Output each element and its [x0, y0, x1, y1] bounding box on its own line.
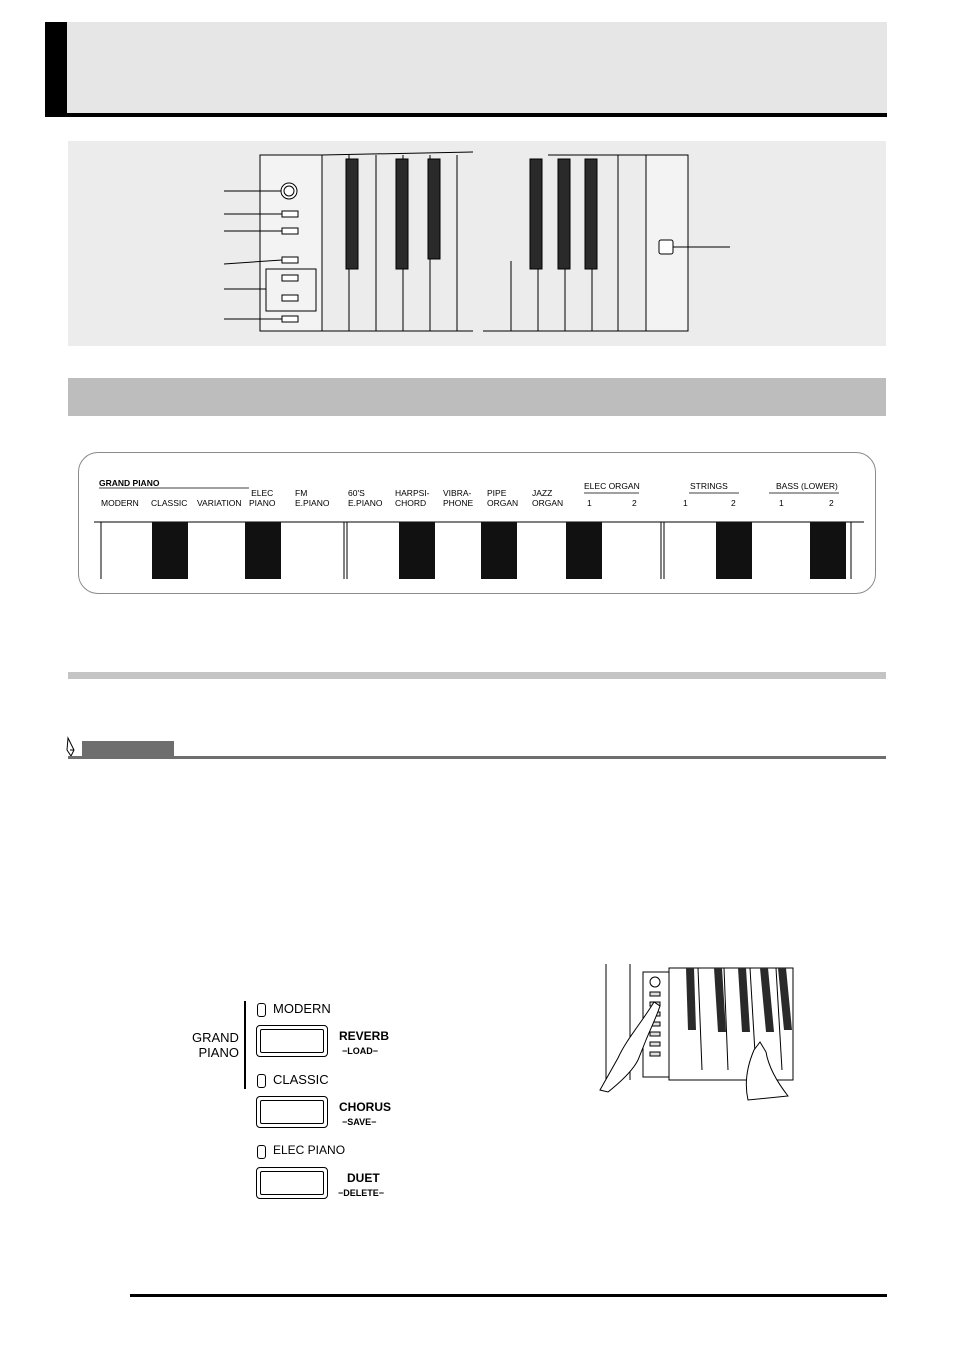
note-rule — [68, 756, 886, 759]
bass-1-label: 1 — [779, 498, 784, 508]
black-key — [152, 522, 188, 579]
tone-label-classic: CLASSIC — [151, 498, 188, 508]
elec-organ-1-label: 1 — [587, 498, 592, 508]
bass-2-label: 2 — [829, 498, 834, 508]
load-label: −LOAD− — [342, 1046, 379, 1056]
duet-button[interactable] — [256, 1167, 328, 1199]
group-label-elec-organ: ELEC ORGAN — [584, 481, 640, 491]
header-rule — [45, 113, 887, 117]
group-label-strings: STRINGS — [690, 481, 728, 491]
tone-map-keys — [79, 453, 877, 595]
led-modern-icon — [257, 1003, 266, 1017]
tone-label-variation: VARIATION — [197, 498, 242, 508]
header-band — [45, 22, 887, 114]
save-label: −SAVE− — [342, 1117, 377, 1127]
tone-label-pipe-organ: PIPE ORGAN — [487, 488, 519, 508]
hand-playing-illustration — [598, 960, 798, 1105]
led-label-elec-piano: ELEC PIANO — [273, 1143, 346, 1157]
tone-keyboard-map — [78, 452, 876, 594]
grand-piano-label: GRAND PIANO — [192, 1030, 239, 1060]
led-label-modern: MODERN — [273, 1001, 331, 1016]
reverb-label: REVERB — [339, 1029, 390, 1043]
footer-rule — [130, 1294, 887, 1297]
strings-1-label: 1 — [683, 498, 688, 508]
group-label-bass-lower: BASS (LOWER) — [776, 481, 838, 491]
black-key — [810, 522, 846, 579]
header-marker — [45, 22, 67, 114]
chorus-button[interactable] — [256, 1096, 328, 1128]
black-key — [245, 522, 281, 579]
tone-label-60s-epiano: 60'S E.PIANO — [348, 488, 383, 508]
led-elec-piano-icon — [257, 1145, 266, 1159]
tone-label-fm-epiano: FM E.PIANO — [295, 488, 330, 508]
tone-label-modern: MODERN — [101, 498, 139, 508]
grand-piano-bracket — [244, 1001, 246, 1089]
led-classic-icon — [257, 1074, 266, 1088]
black-key — [399, 522, 435, 579]
delete-label: −DELETE− — [338, 1188, 385, 1198]
section-heading-band — [68, 378, 886, 416]
control-panel-diagram — [68, 141, 886, 346]
black-key — [566, 522, 602, 579]
strings-2-label: 2 — [731, 498, 736, 508]
grand-piano-group-label: GRAND PIANO — [99, 478, 160, 488]
button-panel-illustration — [180, 995, 420, 1205]
led-label-classic: CLASSIC — [273, 1072, 329, 1087]
section-divider — [68, 672, 886, 679]
duet-label: DUET — [347, 1171, 380, 1185]
chorus-label: CHORUS — [339, 1100, 392, 1114]
pencil-hand-icon — [64, 736, 80, 758]
elec-organ-2-label: 2 — [632, 498, 637, 508]
tone-label-elec-piano: ELEC PIANO — [249, 488, 276, 508]
black-key — [716, 522, 752, 579]
black-key — [481, 522, 517, 579]
tone-label-harpsichord: HARPSI- CHORD — [395, 488, 430, 508]
reverb-button[interactable] — [256, 1025, 328, 1057]
tone-label-jazz-organ: JAZZ ORGAN — [532, 488, 564, 508]
note-tab — [82, 741, 174, 756]
tone-label-vibraphone: VIBRA- PHONE — [443, 488, 474, 508]
control-panel-illustration — [68, 141, 886, 346]
